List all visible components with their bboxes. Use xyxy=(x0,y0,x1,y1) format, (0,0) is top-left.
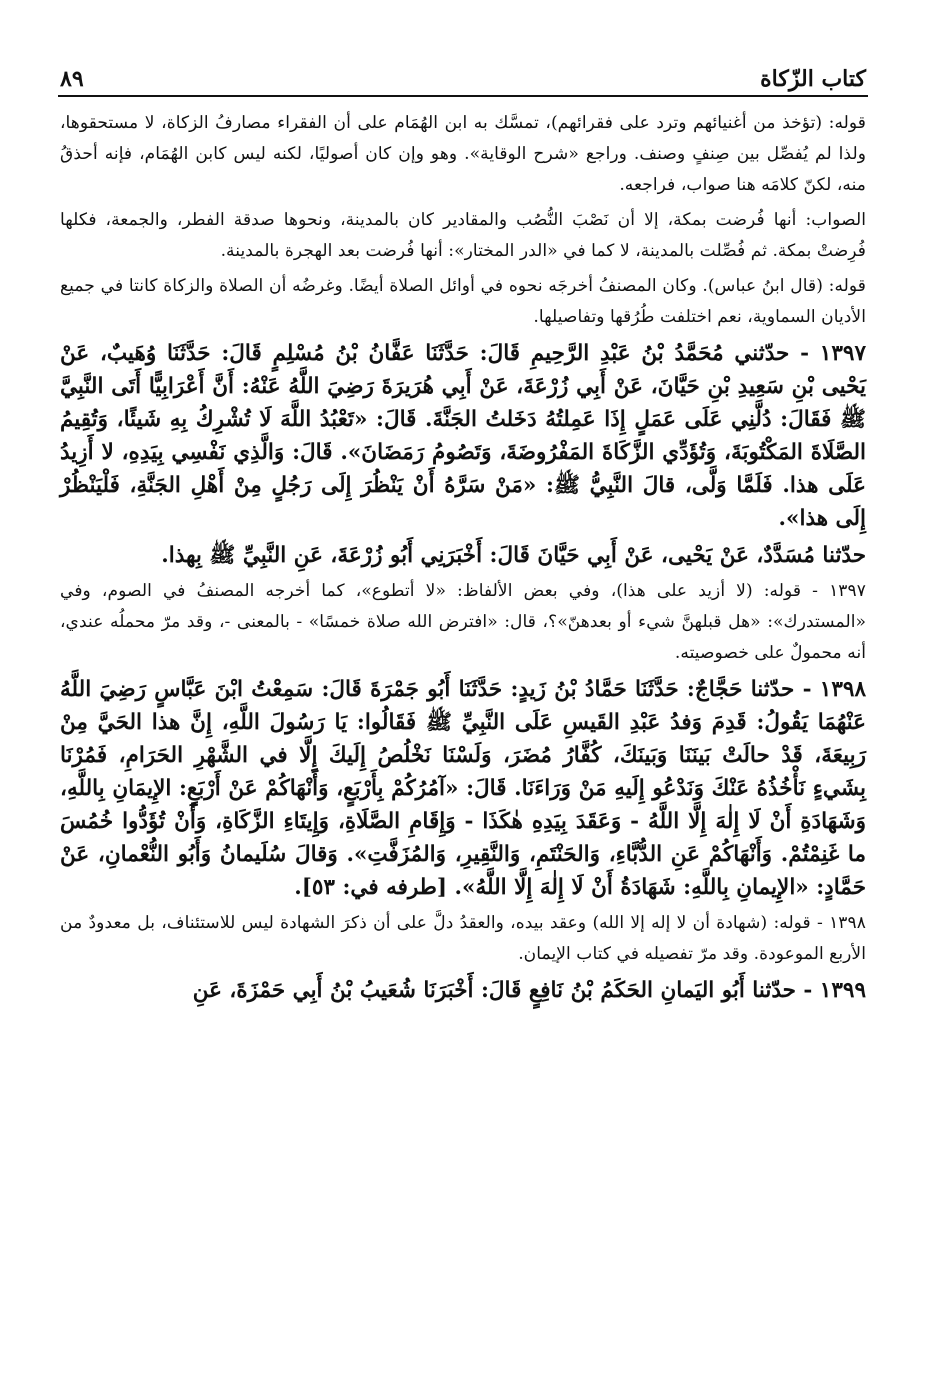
commentary-paragraph: قوله: (قال ابنُ عباس). وكان المصنفُ أخرجَه نحوه في أوائل الصلاة أيضًا. وغرضُه أن الصلاة والزكاة كانتا في جميع الأديان السماوية، نعم اختلفت طُرُقها وتفاصيلها. xyxy=(60,276,866,327)
commentary-paragraph: قوله: (تؤخذ من أغنيائهم وترد على فقرائهم)، تمسَّك به ابن الهُمَام على أن الفقراء مصارفُ الزكاة، لا مستحقوها، ولذا لم يُفصِّل بين صِنفٍ وصنف. وراجع «شرح الوقاية». وهو وإن كان أصوليًا، لكنه ليس كابن الهُمَام، فإنه أحذقُ منه، لكنّ كلامَه هنا صواب، فراجعه. xyxy=(60,113,866,195)
page-body xyxy=(60,108,866,1011)
commentary-paragraph: ١٣٩٧ - قوله: (لا أزيد على هذا)، وفي بعض الألفاظ: «لا أتطوع»، كما أخرجه المصنفُ في الصوم، وفي «المستدرك»: «هل قبلهنَّ شيء أو بعدهنّ»؟، قال: «افترض الله صلاة خمسًا» - بالمعنى -، وقد مرّ محملُه عندي، أنه محمولٌ على خصوصيته. xyxy=(60,581,866,663)
commentary-paragraph: ١٣٩٨ - قوله: (شهادة أن لا إله إلا الله) وعقد بيده، والعقدُ دلَّ على أن ذكرَ الشهادة ليس للاستئناف، بل معدودٌ من الأربع الموعودة. وقد مرّ تفصيله في كتاب الإيمان. xyxy=(60,913,866,964)
page-header xyxy=(60,52,866,92)
hadith-paragraph: ١٣٩٨ - حدّثنا حَجَّاجٌ: حَدَّثَنَا حَمَّادُ بْنُ زَيدٍ: حَدَّثَنَا أَبُو جَمْرَةَ قَالَ: سَمِعْتُ ابْنَ عَبَّاسٍ رَضِيَ اللَّهُ عَنْهُمَا يَقُولُ: قَدِمَ وَفدُ عَبْدِ القَيسِ عَلَى النَّبِيِّ ﷺ فَقَالُوا: يَا رَسُولَ اللَّهِ، إِنَّ هذا الحَيَّ مِنْ رَبِيعَةَ، قَدْ حالَتْ بَينَنَا وَبَينَكَ، كُفَّارُ مُضَرَ، وَلَسْنَا نَخْلُصُ إِلَيكَ إِلَّا في الشَّهْرِ الحَرَامِ، فَمُرْنَا بِشَيءٍ نَأْخُذُهُ عَنْكَ وَنَدْعُو إِلَيهِ مَنْ وَرَاءَنَا. قَالَ: «آمُرُكُمْ بِأَرْبَعٍ، وَأَنْهَاكُمْ عَنْ أَرْبَعٍ: الإِيمَانِ بِاللَّهِ، وَشَهَادَةِ أَنْ لَا إِلٰهَ إِلَّا اللَّهُ - وَعَقَدَ بِيَدِهِ هٰكَذَا - وَإِقَامِ الصَّلَاةِ، وَإِيتَاءِ الزَّكَاةِ، وَأَنْ تُؤَدُّوا خُمُسَ ما غَنِمْتُمْ. وَأَنْهَاكُمْ عَنِ الدُّبَّاءِ، وَالحَنْتَمِ، وَالنَّقِيرِ، وَالمُزَفَّتِ». وَقالَ سُلَيمانُ وَأَبُو النُّعْمانِ، عَنْ حَمَّادٍ: «الإِيمانِ بِاللَّهِ: شَهَادَةُ أَنْ لَا إِلٰهَ إِلَّا اللَّهُ». [طرفه في: ٥٣]. xyxy=(60,677,866,900)
hadith-paragraph: حدّثنا مُسَدَّدٌ، عَنْ يَحْيى، عَنْ أَبِي حَيَّانَ قَالَ: أَخْبَرَنِي أَبُو زُرْعَةَ، عَنِ النَّبِيِّ ﷺ بِهذا. xyxy=(161,543,866,568)
hadith-paragraph: ١٣٩٩ - حدّثنا أَبُو اليَمانِ الحَكَمُ بْنُ نَافِعٍ قَالَ: أَخْبَرَنَا شُعَيبُ بْنُ أَبِي حَمْزَةَ، عَنِ xyxy=(192,978,866,1003)
header-rule xyxy=(58,95,868,97)
chapter-title: كتاب الزّكاة xyxy=(760,66,866,92)
page-number: ٨٩ xyxy=(60,66,84,92)
commentary-paragraph: الصواب: أنها فُرضت بمكة، إلا أن نَصْبَ النُّصُب والمقادير كان بالمدينة، ونحوها صدقة الفطر، والجمعة، فكلها فُرِضتْ بمكة. ثم فُصِّلت بالمدينة، لا كما في «الدر المختار»: أنها فُرضت بعد الهجرة بالمدينة. xyxy=(60,210,866,261)
hadith-paragraph: ١٣٩٧ - حدّثني مُحَمَّدُ بْنُ عَبْدِ الرَّحِيمِ قَالَ: حَدَّثَنَا عَفَّانُ بْنُ مُسْلِمٍ قَالَ: حَدَّثَنَا وُهَيبٌ، عَنْ يَحْيى بْنِ سَعِيدِ بْنِ حَيَّانَ، عَنْ أَبِي زُرْعَةَ، عَنْ أَبِي هُرَيرَةَ رَضِيَ اللَّهُ عَنْهُ: أَنَّ أَعْرَابِيًّا أَتَى النَّبِيَّ ﷺ فَقَالَ: دُلَّنِي عَلَى عَمَلٍ إِذَا عَمِلتُهُ دَخَلتُ الجَنَّةَ. قَالَ: «تَعْبُدُ اللَّهَ لَا تُشْرِكُ بِهِ شَيئًا، وَتُقِيمُ الصَّلَاةَ المَكْتُوبَةَ، وَتُؤَدِّي الزَّكَاةَ المَفْرُوضَةَ، وَتَصُومُ رَمَضَانَ». قَالَ: وَالَّذِي نَفْسِي بِيَدِهِ، لا أَزِيدُ عَلَى هذا. فَلَمَّا وَلَّى، قالَ النَّبِيُّ ﷺ: «مَنْ سَرَّهُ أَنْ يَنْظُرَ إِلَى رَجُلٍ مِنْ أَهْلِ الجَنَّةِ، فَلْيَنْظُرْ إِلَى هذا». xyxy=(60,341,866,531)
